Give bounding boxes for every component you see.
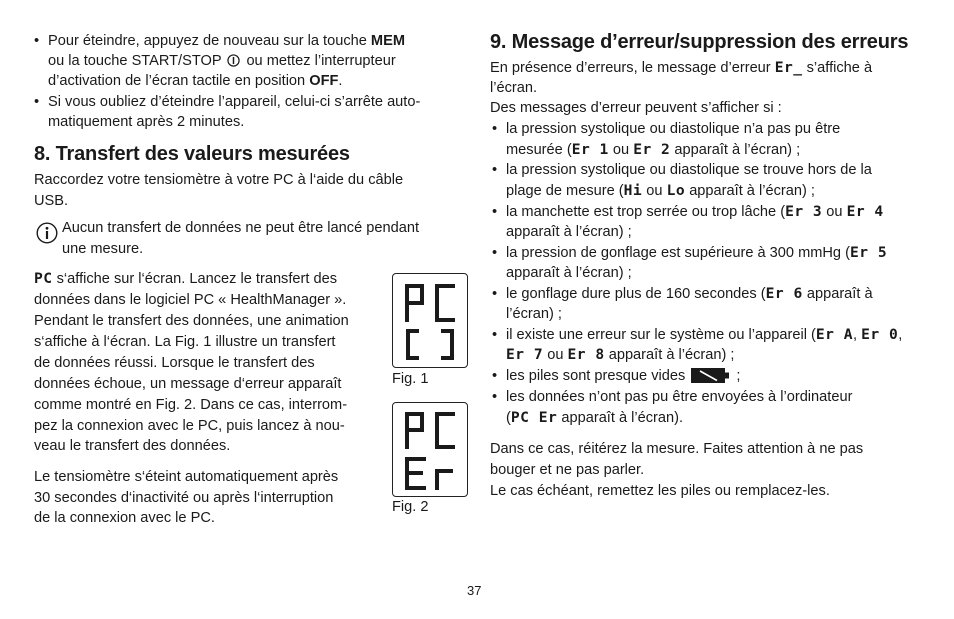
figure-2-display	[392, 402, 468, 497]
error-bullet-8-line-1: • les données n’ont pas pu être envoyées à l’ordinateur	[506, 387, 852, 408]
figure-1-caption: Fig. 1	[392, 371, 429, 387]
body-line-3: Pendant le transfert des données, une animation	[34, 313, 349, 329]
shutdown-line-3: de la connexion avec le PC.	[34, 510, 215, 526]
shutdown-line-1: Le tensiomètre s‘éteint automatiquement après	[34, 469, 339, 485]
power-off-line-3: d’activation de l’écran tactile en position OFF.	[48, 73, 343, 89]
outro-line-1: Dans ce cas, réitérez la mesure. Faites attention à ne pas	[490, 441, 864, 457]
low-battery-icon	[691, 368, 729, 383]
info-icon	[36, 222, 58, 244]
errors-intro-line-1: En présence d’erreurs, le message d’erreur Er_ s’affiche à	[490, 59, 873, 76]
code-er6: Er 6	[765, 285, 803, 302]
code-er5: Er 5	[849, 244, 888, 261]
body-line-6: données échoue, un message d‘erreur apparaît	[34, 376, 342, 392]
error-bullet-6-line-2: Er 7 ou Er 8 apparaît à l’écran) ;	[506, 346, 735, 363]
body-line-7: comme montré en Fig. 2. Dans ce cas, interrom-	[34, 397, 348, 413]
code-er7: Er 7	[506, 346, 544, 363]
lcd-pc-transfer-graphic	[393, 274, 467, 367]
error-bullet-7-line-1: • les piles sont presque vides ;	[506, 366, 740, 387]
note-line-2: une mesure.	[62, 241, 144, 257]
body-line-2: données dans le logiciel PC « HealthManager ».	[34, 292, 347, 308]
error-bullet-1-line-1: • la pression systolique ou diastolique n’a pas pu être	[506, 119, 840, 140]
error-bullet-1-line-2: mesurée (Er 1 ou Er 2 apparaît à l’écran) ;	[506, 141, 801, 158]
code-pc-er: PC Er	[510, 409, 558, 426]
err-generic-code: Er_	[774, 59, 803, 76]
note-line-1: Aucun transfert de données ne peut être lancé pendant	[62, 220, 419, 236]
figure-2-caption: Fig. 2	[392, 499, 429, 515]
auto-off-line-2: matiquement après 2 minutes.	[48, 114, 245, 130]
code-er3: Er 3	[785, 203, 823, 220]
code-lo: Lo	[666, 182, 686, 199]
errors-intro-line-2: l’écran.	[490, 80, 538, 96]
body-line-8: pez la connexion avec le PC, puis lancez à nou-	[34, 418, 345, 434]
code-er2: Er 2	[633, 141, 671, 158]
error-bullet-2-line-1: • la pression systolique ou diastolique se trouve hors de la	[506, 160, 872, 181]
body-line-5: de données réussi. Lorsque le transfert des	[34, 355, 315, 371]
error-bullet-8-line-2: (PC Er apparaît à l’écran).	[506, 409, 684, 426]
outro-line-3: Le cas échéant, remettez les piles ou remplacez-les.	[490, 483, 830, 499]
power-off-line-2: ou la touche START/STOP ou mettez l’interrupteur	[48, 53, 396, 69]
mem-key-label: MEM	[370, 33, 405, 49]
code-er4: Er 4	[846, 203, 884, 220]
error-bullet-3-line-1: • la manchette est trop serrée ou trop lâche (Er 3 ou Er 4	[506, 202, 884, 223]
section-9-title: 9. Message d’erreur/suppression des erreurs	[490, 31, 909, 53]
outro-line-2: bouger et ne pas parler.	[490, 462, 645, 478]
body-line-1: PC s‘affiche sur l‘écran. Lancez le transfert des	[34, 270, 338, 287]
error-bullet-3-line-2: apparaît à l’écran) ;	[506, 224, 632, 240]
figure-1-display	[392, 273, 468, 368]
error-bullet-5-line-1: • le gonflage dure plus de 160 secondes (Er 6 apparaît à	[506, 284, 873, 305]
code-er0: Er 0	[861, 326, 899, 343]
error-bullet-6-line-1: • il existe une erreur sur le système ou l’appareil (Er A, Er 0,	[506, 325, 902, 346]
code-hi: Hi	[623, 182, 643, 199]
error-bullet-4-line-1: • la pression de gonflage est supérieure à 300 mmHg (Er 5	[506, 243, 887, 264]
error-bullet-2-line-2: plage de mesure (Hi ou Lo apparaît à l’écran) ;	[506, 182, 815, 199]
intro-line-1: Raccordez votre tensiomètre à votre PC à l‘aide du câble	[34, 172, 404, 188]
error-bullet-5-line-2: l’écran) ;	[506, 306, 562, 322]
off-position-label: OFF	[309, 73, 339, 89]
power-off-line-1: • Pour éteindre, appuyez de nouveau sur la touche MEM	[48, 31, 405, 52]
section-8-title: 8. Transfert des valeurs mesurées	[34, 143, 350, 165]
code-er1: Er 1	[571, 141, 609, 158]
shutdown-line-2: 30 secondes d‘inactivité ou après l‘interruption	[34, 490, 334, 506]
power-button-icon	[227, 54, 240, 67]
lcd-pc-error-graphic	[393, 403, 467, 496]
page-number: 37	[467, 583, 482, 598]
body-line-9: veau le transfert des données.	[34, 438, 231, 454]
code-er8: Er 8	[567, 346, 605, 363]
body-line-4: s‘affiche à l‘écran. La Fig. 1 illustre un transfert	[34, 334, 336, 350]
errors-intro-line-3: Des messages d’erreur peuvent s’afficher si :	[490, 100, 782, 116]
pc-code: PC	[34, 270, 53, 287]
auto-off-line-1: • Si vous oubliez d’éteindre l’appareil, celui-ci s’arrête auto-	[48, 92, 420, 113]
intro-line-2: USB.	[34, 193, 69, 209]
error-bullet-4-line-2: apparaît à l’écran) ;	[506, 265, 632, 281]
code-era: Er A	[815, 326, 854, 343]
